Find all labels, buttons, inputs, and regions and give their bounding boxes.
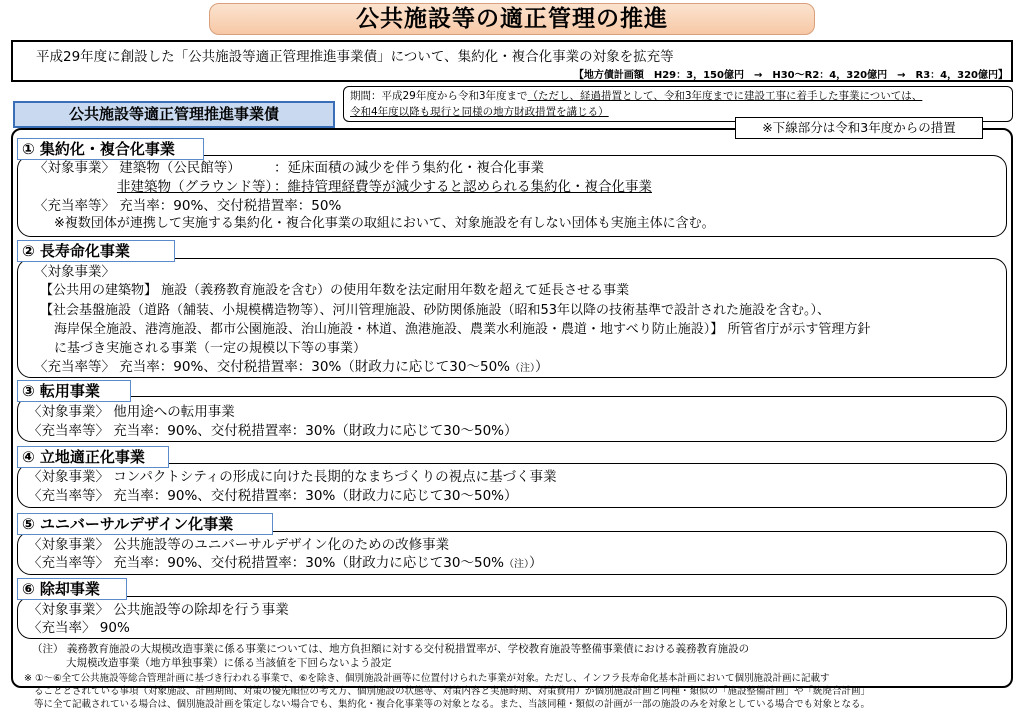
section-3-line-1: 〈対象事業〉 他用途への転用事業 <box>28 404 235 420</box>
period-underlined-1: （ただし、経過措置として、令和3年度までに建設工事に着手した事業については、 <box>527 90 923 102</box>
section-6-heading: ⑥ 除却事業 <box>17 578 127 600</box>
section-2-line-1: 〈対象事業〉 <box>34 264 115 280</box>
section-1-line-3: 〈充当率等〉 充当率：90%、交付税措置率：50% <box>34 198 342 214</box>
section-2-line-2: 【公共用の建築物】 施設（義務教育施設を含む）の使用年数を法定耐用年数を超えて延長させる事業 <box>40 283 630 298</box>
page-title: 公共施設等の適正管理の推進 <box>209 3 815 35</box>
section-3-heading: ③ 転用事業 <box>17 380 131 402</box>
footnote-line-2: ることとされている事項（対象施設、計画期間、対策の優先順位の考え方、個別施設の状態等、対策内容と実施時期、対策費用）が個別施設計画と同種・類似の「施設整備計画」や「統廃合計画」 <box>34 686 871 697</box>
section-2-line-4: 海岸保全施設、港湾施設、都市公園施設、治山施設・林道、漁港施設、農業水利施設・農道・地すべり防止施設）】 所管省庁が示す管理方針 <box>54 322 871 337</box>
plan-amounts: 【地方債計画額 H29：3，150億円 → H30～R2：4，320億円 → R3：4，320億円】 <box>573 70 1008 81</box>
section-2-line-6 <box>34 357 549 379</box>
underline-note: ※下線部分は令和3年度からの措置 <box>735 117 983 139</box>
period-plain: 期間：平成29年度から令和3年度まで <box>350 90 528 102</box>
section-3-line-2: 〈充当率等〉 充当率：90%、交付税措置率：30%（財政力に応じて30～50%） <box>28 423 518 439</box>
section-5-rate: 〈充当率等〉 充当率：90%、交付税措置率：30%（財政力に応じて30～50% <box>28 555 504 571</box>
section-1-heading: ① 集約化・複合化事業 <box>17 138 204 160</box>
section-1-line-2-text: ：維持管理経費等が減少すると認められる集約化・複合化事業 <box>274 179 652 195</box>
footnote-line-1: ※ ①～⑥全て公共施設等総合管理計画に基づき行われる事業で、⑥を除き、個別施設計画等に位置付けられた事業が対象。ただし、インフラ長寿命化基本計画において個別施設計画に記載す <box>24 673 830 684</box>
note-line-1: （注） 義務教育施設の大規模改造事業に係る事業については、地方負担額に対する交付税措置率が、学校教育施設等整備事業債における義務教育施設の <box>32 643 750 655</box>
section-4-line-2: 〈充当率等〉 充当率：90%、交付税措置率：30%（財政力に応じて30～50%） <box>28 488 518 504</box>
section-5-line-1: 〈対象事業〉 公共施設等のユニバーサルデザイン化のための改修事業 <box>28 537 450 553</box>
section-5-line-2 <box>28 553 543 575</box>
period-text <box>350 88 922 120</box>
section-5-note-mark: （注） <box>504 559 529 570</box>
section-4-line-1: 〈対象事業〉 コンパクトシティの形成に向けた長期的なまちづくりの視点に基づく事業 <box>28 469 557 485</box>
section-2-line-5: に基づき実施される事業（一定の規模以下等の事業） <box>54 341 367 356</box>
section-2-rate: 〈充当率等〉 充当率：90%、交付税措置率：30%（財政力に応じて30～50% <box>34 359 510 375</box>
bond-title-tab: 公共施設等適正管理推進事業債 <box>13 101 335 128</box>
section-2-rate-end: ） <box>535 359 549 375</box>
section-6-line-1: 〈対象事業〉 公共施設等の除却を行う事業 <box>28 602 289 618</box>
section-1-line-1: 〈対象事業〉 建築物（公民館等） <box>34 160 241 176</box>
section-1-line-2-label: 非建築物（グラウンド等） <box>117 179 279 195</box>
intro-text: 平成29年度に創設した「公共施設等適正管理推進事業債」について、集約化・複合化事業の対象を拡充等 <box>36 49 674 65</box>
section-5-rate-end: ） <box>529 555 543 571</box>
section-2-note-mark: （注） <box>510 363 535 374</box>
section-2-heading: ② 長寿命化事業 <box>17 240 175 262</box>
section-4-heading: ④ 立地適正化事業 <box>17 446 169 468</box>
note-line-2: 大規模改造事業（地方単独事業）に係る当該値を下回らないよう設定 <box>66 657 392 669</box>
footnote-line-3: 等に全て記載されている場合は、個別施設計画を策定しない場合でも、集約化・複合化事業等の対象となる。また、当該同種・類似の計画が一部の施設のみを対象としている場合でも対象となる。 <box>34 699 871 710</box>
section-5-heading: ⑤ ユニバーサルデザイン化事業 <box>17 513 273 535</box>
period-underlined-2: 令和4年度以降も現行と同様の地方財政措置を講じる） <box>350 106 609 118</box>
section-2-line-3: 【社会基盤施設（道路（舗装、小規模構造物等）、河川管理施設、砂防関係施設（昭和53年以降の技術基準で設計された施設を含む。）、 <box>40 303 831 318</box>
section-1-line-4: ※複数団体が連携して実施する集約化・複合化事業の取組において、対象施設を有しない団体も実施主体に含む。 <box>54 216 715 231</box>
section-6-line-2: 〈充当率〉 90% <box>28 620 130 636</box>
section-1-line-1-text: ：延床面積の減少を伴う集約化・複合化事業 <box>274 160 544 176</box>
